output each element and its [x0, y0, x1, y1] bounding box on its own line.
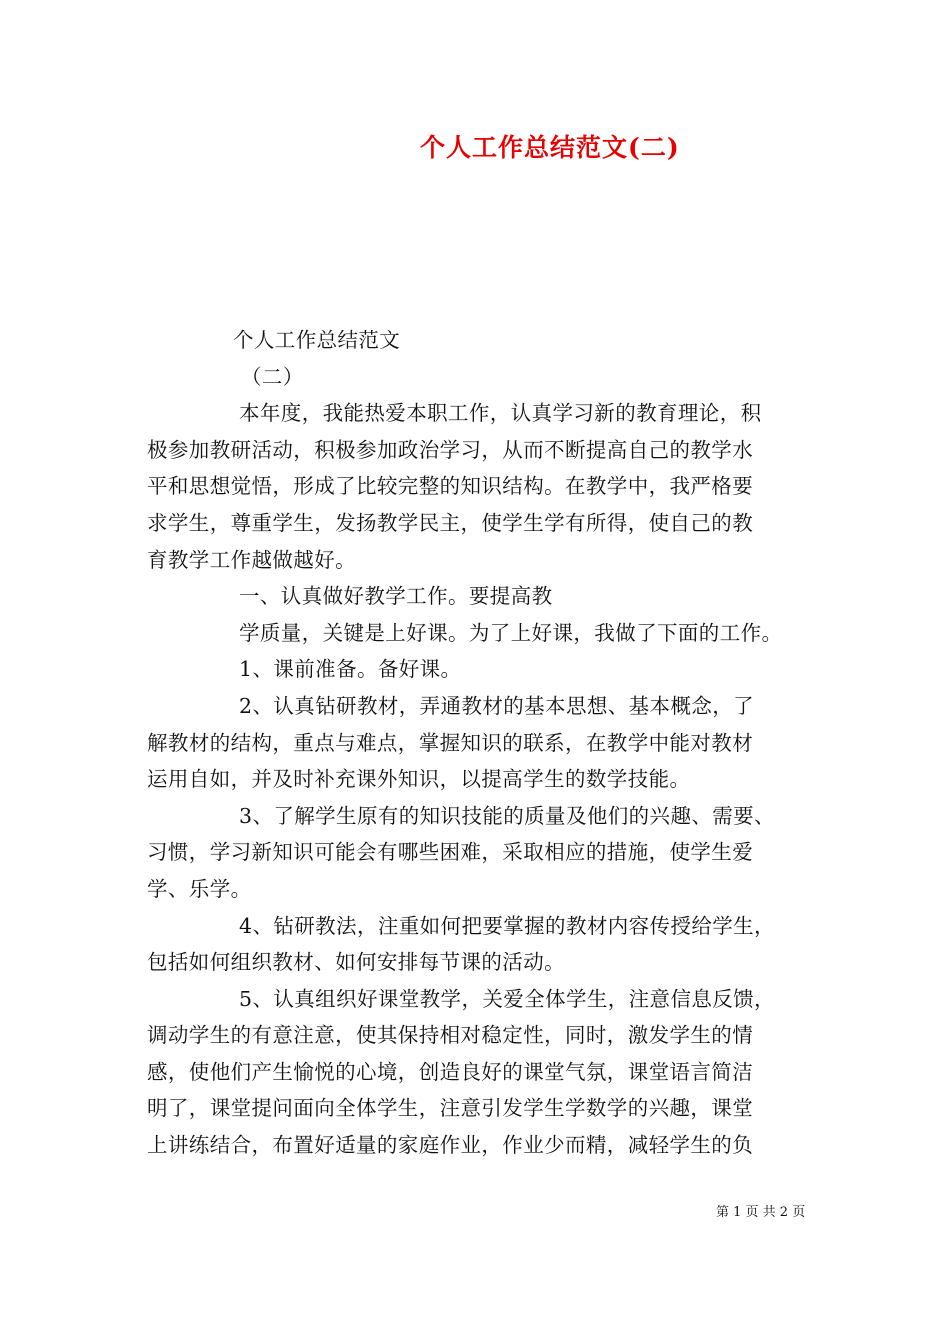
document-subtitle: 个人工作总结范文: [233, 328, 401, 352]
paragraph-line: 5、认真组织好课堂教学，关爱全体学生，注意信息反馈，: [239, 986, 775, 1011]
paragraph-line: 1、课前准备。备好课。: [239, 657, 462, 682]
paragraph-line: 运用自如，并及时补充课外知识，以提高学生的数学技能。: [147, 767, 691, 792]
paragraph-line: 2、认真钻研教材，弄通教材的基本思想、基本概念，了: [239, 693, 755, 718]
paragraph-line: 育教学工作越做越好。: [147, 547, 356, 572]
paragraph-line: 3、了解学生原有的知识技能的质量及他们的兴趣、需要、: [239, 803, 775, 828]
paragraph-line: 感，使他们产生愉悦的心境，创造良好的课堂气氛，课堂语言简洁: [147, 1059, 754, 1084]
paragraph-line: 习惯，学习新知识可能会有哪些困难，采取相应的措施，使学生爱: [147, 840, 754, 865]
paragraph-line: 极参加教研活动，积极参加政治学习，从而不断提高自己的教学水: [147, 437, 754, 462]
paragraph-line: 平和思想觉悟，形成了比较完整的知识结构。在教学中，我严格要: [147, 474, 754, 499]
paragraph-line: 学质量，关键是上好课。为了上好课，我做了下面的工作。: [239, 620, 783, 645]
paragraph-line: 解教材的结构，重点与难点，掌握知识的联系，在教学中能对教材: [147, 730, 754, 755]
paragraph-line: 调动学生的有意注意，使其保持相对稳定性，同时，激发学生的情: [147, 1023, 754, 1048]
paragraph-line: 明了，课堂提问面向全体学生，注意引发学生学数学的兴趣，课堂: [147, 1096, 754, 1121]
document-title: 个人工作总结范文(二): [420, 133, 680, 162]
paragraph-line: 学、乐学。: [147, 876, 252, 901]
page-number-footer: 第 1 页 共 2 页: [716, 1205, 806, 1220]
paragraph-line: 4、钻研教法，注重如何把要掌握的教材内容传授给学生，: [239, 913, 775, 938]
document-subtitle-number: （二）: [241, 364, 304, 389]
paragraph-line: 包括如何组织教材、如何安排每节课的活动。: [147, 950, 565, 975]
paragraph-line: 本年度，我能热爱本职工作，认真学习新的教育理论，积: [239, 401, 762, 426]
paragraph-line: 求学生，尊重学生，发扬教学民主，使学生学有所得，使自己的教: [147, 510, 754, 535]
paragraph-line: 一、认真做好教学工作。要提高教: [239, 584, 553, 609]
document-body: [147, 322, 827, 1164]
paragraph-line: 上讲练结合，布置好适量的家庭作业，作业少而精，减轻学生的负: [147, 1133, 754, 1158]
